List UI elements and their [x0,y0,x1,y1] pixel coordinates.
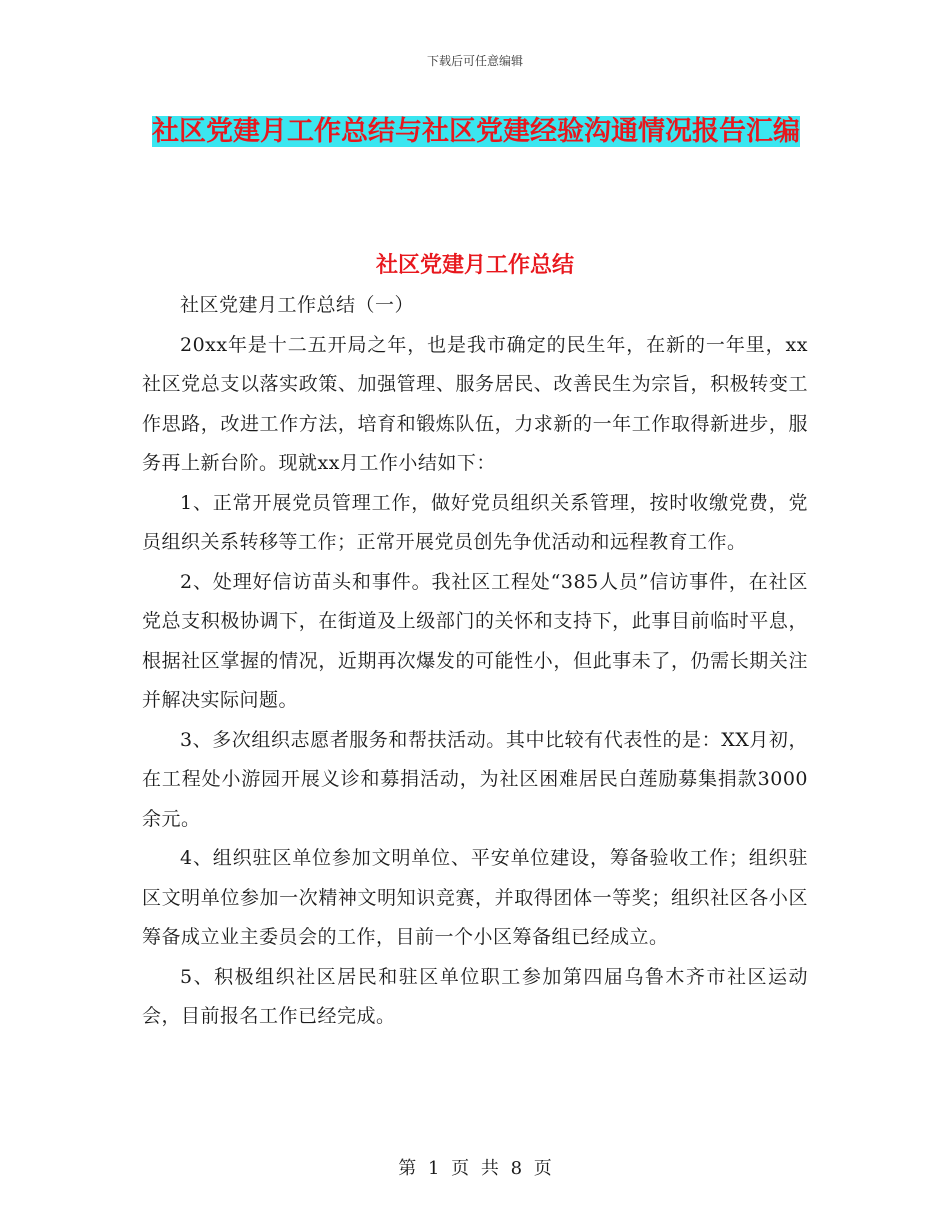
paragraph: 2、处理好信访苗头和事件。我社区工程处“385人员”信访事件，在社区党总支积极协调下，在街道及上级部门的关怀和支持下，此事目前临时平息，根据社区掌握的情况，近期再次爆发的可能性小，但此事未了，仍需长期关注并解决实际问题。 [142,570,808,711]
paragraph: 20xx年是十二五开局之年，也是我市确定的民生年，在新的一年里，xx社区党总支以落实政策、加强管理、服务居民、改善民生为宗旨，积极转变工作思路，改进工作方法，培育和锻炼队伍，力求新的一年工作取得新进步，服务再上新台阶。现就xx月工作小结如下： [142,333,808,474]
paragraph: 3、多次组织志愿者服务和帮扶活动。其中比较有代表性的是：XX月初，在工程处小游园开展义诊和募捐活动，为社区困难居民白莲励募集捐款3000余元。 [142,728,808,830]
document-body [142,286,808,1037]
document-title-text: 社区党建月工作总结与社区党建经验沟通情况报告汇编 [152,116,800,147]
document-title [140,108,812,156]
paragraph: 4、组织驻区单位参加文明单位、平安单位建设，筹备验收工作；组织驻区文明单位参加一次精神文明知识竞赛，并取得团体一等奖；组织社区各小区筹备成立业主委员会的工作，目前一个小区筹备组已经成立。 [142,847,808,948]
paragraph: 社区党建月工作总结（一） [180,294,415,316]
paragraph: 5、积极组织社区居民和驻区单位职工参加第四届乌鲁木齐市社区运动会，目前报名工作已经完成。 [142,965,808,1027]
page-footer: 第 1 页 共 8 页 [398,1158,552,1179]
paragraph: 1、正常开展党员管理工作，做好党员组织关系管理，按时收缴党费，党员组织关系转移等工作；正常开展党员创先争优活动和远程教育工作。 [142,491,808,553]
header-note: 下载后可任意编辑 [426,54,523,68]
section-title: 社区党建月工作总结 [375,253,574,278]
